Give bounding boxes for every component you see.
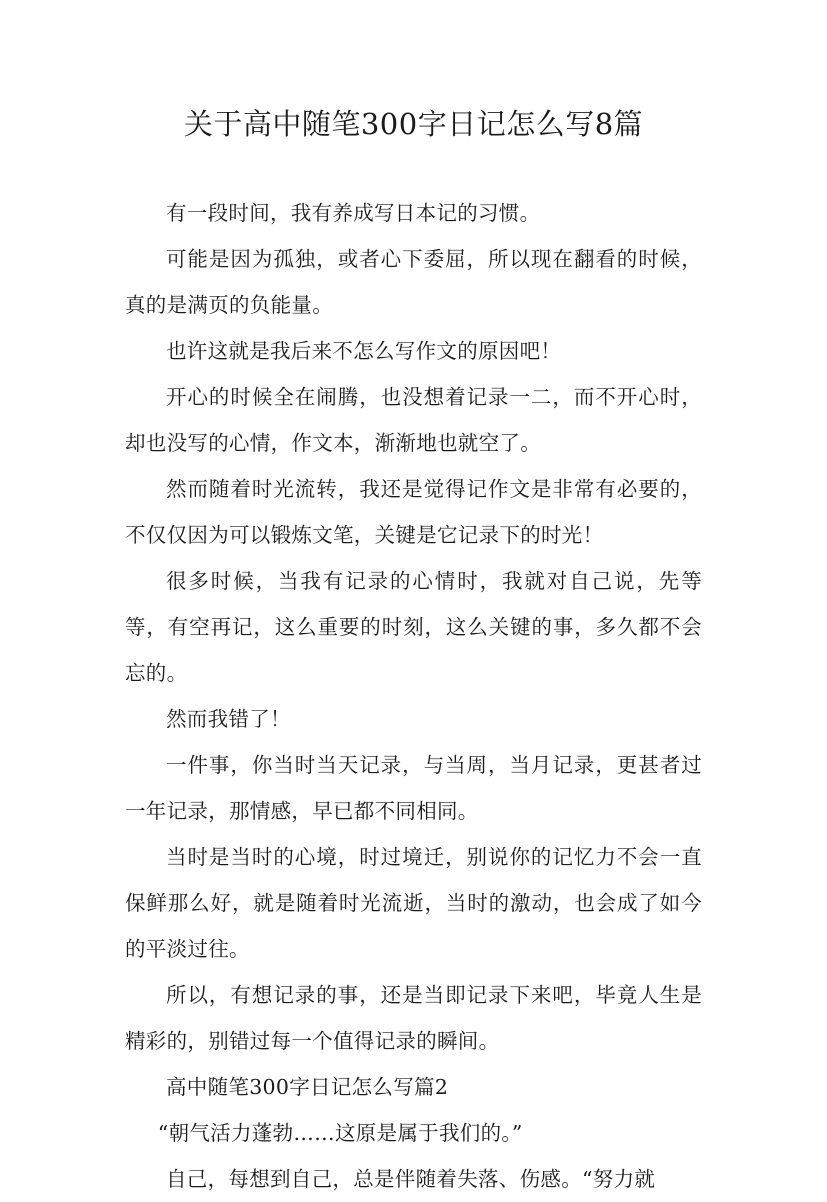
paragraph: 当时是当时的心境，时过境迁，别说你的记忆力不会一直保鲜那么好，就是随着时光流逝，当时的激动，也会成了如今的平淡过往。: [125, 845, 702, 961]
paragraph: 开心的时候全在闹腾，也没想着记录一二，而不开心时，却也没写的心情，作文本，渐渐地也就空了。: [125, 385, 702, 455]
paragraph: 所以，有想记录的事，还是当即记录下来吧，毕竟人生是精彩的，别错过每一个值得记录的瞬间。: [125, 983, 702, 1053]
paragraph: “朝气活力蓬勃……这原是属于我们的。”: [157, 1121, 523, 1145]
paragraph: 可能是因为孤独，或者心下委屈，所以现在翻看的时候，真的是满页的负能量。: [125, 247, 702, 317]
paragraph: 也许这就是我后来不怎么写作文的原因吧！: [166, 339, 562, 363]
paragraph: 然而我错了！: [166, 707, 291, 731]
paragraph: 一件事，你当时当天记录，与当周，当月记录，更甚者过一年记录，那情感，早已都不同相同。: [125, 753, 702, 823]
paragraph: 自己，每想到自己，总是伴随着失落、伤感。“努力就: [166, 1167, 656, 1191]
section-heading: 高中随笔300字日记怎么写篇2: [166, 1075, 449, 1099]
paragraph: 然而随着时光流转，我还是觉得记作文是非常有必要的，不仅仅因为可以锻炼文笔，关键是它记录下的时光！: [125, 477, 702, 547]
document-body: [125, 190, 702, 1202]
paragraph: 有一段时间，我有养成写日本记的习惯。: [166, 201, 541, 225]
paragraph: 很多时候，当我有记录的心情时，我就对自己说，先等等，有空再记，这么重要的时刻，这么关键的事，多久都不会忘的。: [125, 569, 702, 685]
document-title: 关于高中随笔300字日记怎么写8篇: [183, 107, 644, 141]
